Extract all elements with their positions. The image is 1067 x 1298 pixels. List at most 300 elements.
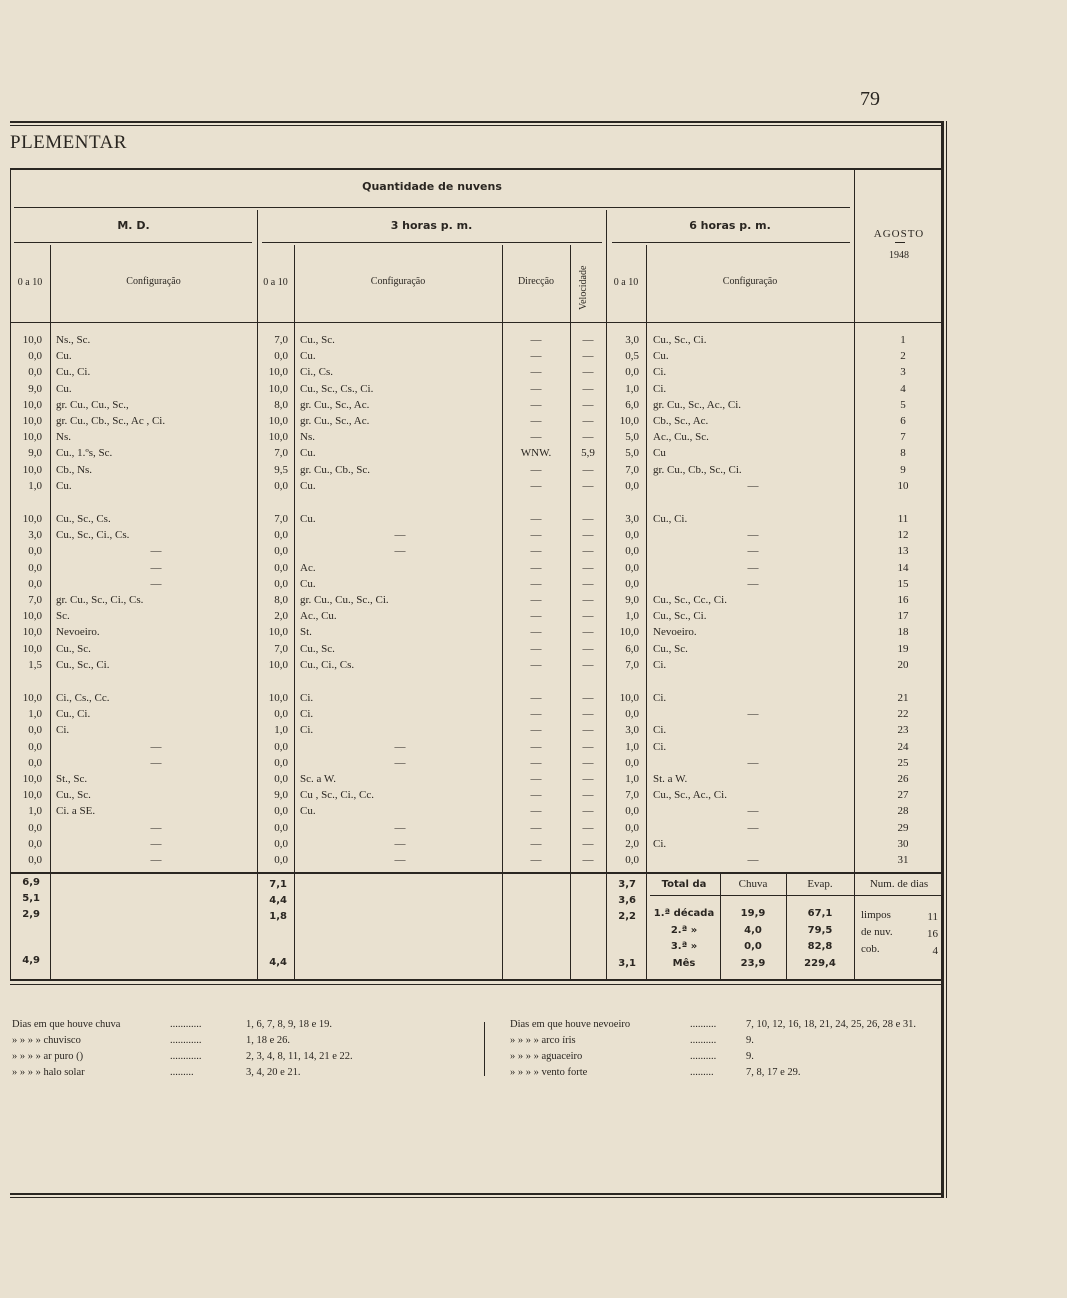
h6-value: 3,0 [625,724,639,737]
h6-config: — [747,561,759,574]
direction: — [530,334,542,346]
day-number: 6 [900,415,906,427]
days-value: 16 [927,928,938,940]
h6-config: Cu. [653,350,669,363]
h3-value: 0,0 [274,821,288,834]
h3-config: Cu., Sc. [300,334,335,346]
h3-config: Cu., Ci., Cs. [300,658,355,671]
footnote-label: » » » » arco íris [510,1035,576,1046]
h6-config: — [747,708,759,721]
h6-config: gr. Cu., Sc., Ac., Ci. [653,398,742,411]
h3-mean-1: 7,1 [269,879,287,890]
h6-value: 10,0 [619,626,639,639]
h3-config: Cu. [300,447,316,460]
footnote-dots: ......... [170,1067,194,1078]
velocity: — [582,740,594,753]
h6-value: 5,0 [625,447,639,460]
velocity: — [582,789,594,802]
md-value: 10,0 [22,463,42,476]
day-number: 2 [900,350,906,363]
h6-config: Ci. [653,366,667,379]
md-value: 9,0 [28,382,42,395]
footnote-label: » » » » halo solar [12,1067,85,1078]
h6-config: Ci. [653,724,667,737]
h6-config: — [747,854,759,866]
md-value: 10,0 [22,642,42,655]
md-config: — [150,545,162,558]
days-label: de nuv. [861,926,893,938]
velocity: — [582,366,594,379]
h6-config: Ci. [653,658,667,671]
totals-label: Mês [672,958,696,969]
md-value: 1,0 [28,805,42,818]
day-number: 29 [897,821,909,834]
md-config: Cu., Sc. [56,642,91,655]
h3-config: — [394,837,406,850]
h3-config: Cu. [300,577,316,590]
days-value: 4 [932,945,938,957]
h3-value: 0,0 [274,577,288,590]
md-config: Cu., Ci. [56,708,91,721]
footnote-label: » » » » vento forte [510,1067,588,1078]
h6-value: 6,0 [625,398,639,411]
footnote-value: 7, 8, 17 e 29. [746,1067,801,1078]
footnote-value: 3, 4, 20 e 21. [246,1067,301,1078]
day-number: 23 [897,724,909,737]
md-config: Cu., Sc., Ci., Cs. [56,529,130,542]
col-md-config: Configuração [126,276,181,287]
totals-evap-header: Evap. [807,878,833,890]
footnote-label: Dias em que houve nevoeiro [510,1019,631,1030]
h6-config: Cu., Sc. [653,642,688,655]
h6-config: — [747,545,759,558]
footnote-value: 7, 10, 12, 16, 18, 21, 24, 25, 26, 28 e 31. [746,1019,917,1030]
footnote-dots: ............ [170,1051,202,1062]
h3-value: 9,0 [274,789,288,802]
direction: — [530,724,542,737]
day-number: 1 [900,334,906,346]
direction: — [530,561,542,574]
day-number: 14 [897,561,909,574]
footnote-label: » » » » chuvisco [12,1035,81,1046]
md-value: 9,0 [28,447,42,460]
direction: — [530,382,542,395]
velocity: — [582,513,594,525]
h6-config: Cu., Ci. [653,513,688,525]
totals-evap: 82,8 [807,941,833,952]
md-mean-3: 2,9 [22,909,40,920]
col-6h-scale: 0 a 10 [613,277,639,288]
h3-value: 10,0 [268,692,288,704]
direction: — [530,594,542,606]
h6-config: — [747,529,759,542]
velocity: — [582,479,594,492]
day-number: 4 [900,382,906,395]
h3-config: Cu., Sc. [300,642,335,655]
totals-label: 2.ª » [670,925,698,936]
group-md: M. D. [117,219,150,232]
h3-config: gr. Cu., Cu., Sc., Ci. [300,594,389,606]
h3-value: 0,0 [274,561,288,574]
h6-value: 3,0 [625,513,639,525]
h3-config: Cu. [300,805,316,818]
h3-value: 10,0 [268,658,288,671]
days-label: cob. [861,943,880,955]
h6-value: 0,0 [625,545,639,558]
totals-chuva: 19,9 [740,908,766,919]
md-config: Cu., Sc., Cs. [56,513,111,525]
velocity: — [582,756,594,769]
direction: — [530,529,542,542]
md-config: Cu., Sc. [56,789,91,802]
direction: — [530,821,542,834]
velocity: — [582,692,594,704]
h6-value: 7,0 [625,463,639,476]
direction: — [530,837,542,850]
h6-value: 0,0 [625,561,639,574]
h6-config: — [747,577,759,590]
velocity: — [582,463,594,476]
h3-value: 0,0 [274,805,288,818]
h6-config: Ci. [653,740,667,753]
velocity: — [582,545,594,558]
velocity: — [582,821,594,834]
h6-config: gr. Cu., Cb., Sc., Ci. [653,463,742,476]
velocity: — [582,854,594,866]
footnote-dots: .......... [690,1019,717,1030]
day-number: 30 [897,837,909,850]
day-number: 13 [897,545,909,558]
direction: — [530,415,542,427]
footnote-dots: ............ [170,1019,202,1030]
h6-value: 7,0 [625,658,639,671]
md-value: 1,0 [28,479,42,492]
md-value: 0,0 [28,821,42,834]
h3-value: 1,0 [274,724,288,737]
h3-mean-2: 4,4 [269,895,287,906]
month-label: AGOSTO [873,228,925,240]
h6-value: 0,5 [625,350,639,363]
md-value: 10,0 [22,626,42,639]
h6-value: 0,0 [625,756,639,769]
day-number: 18 [897,626,909,639]
totals-chuva: 4,0 [744,925,762,936]
md-value: 0,0 [28,724,42,737]
footnote-label: » » » » ar puro () [12,1051,84,1062]
h3-value: 0,0 [274,529,288,542]
velocity: — [582,610,594,623]
direction: — [530,854,542,866]
h3-config: — [394,821,406,834]
page-number: 79 [860,88,880,110]
h6-value: 0,0 [625,805,639,818]
col-6h-config: Configuração [722,276,778,287]
md-config: — [150,837,162,850]
footnote-divider [484,1022,485,1076]
velocity: — [582,805,594,818]
h6-value: 0,0 [625,366,639,379]
md-config: Cu., Ci. [56,366,91,379]
days-label: limpos [861,909,891,921]
h6-config: — [747,479,759,492]
h6-value: 0,0 [625,529,639,542]
h6-config: Cu [653,447,666,460]
h6-config: Cu., Sc., Ci. [653,334,707,346]
md-value: 10,0 [22,513,42,525]
day-number: 7 [900,431,906,444]
md-config: Ci. a SE. [56,805,96,818]
col-md-scale: 0 a 10 [17,277,43,288]
h3-mean-month: 4,4 [269,957,287,968]
md-value: 0,0 [28,740,42,753]
direction: — [530,545,542,558]
md-config: Ci., Cs., Cc. [56,692,110,704]
h6-value: 10,0 [619,692,639,704]
direction: — [530,708,542,721]
h6-config: — [747,756,759,769]
h3-value: 9,5 [274,463,288,476]
days-header: Num. de dias [869,878,929,890]
h6-value: 9,0 [625,594,639,606]
direction: — [530,479,542,492]
direction: — [530,756,542,769]
h3-value: 7,0 [274,642,288,655]
day-number: 25 [897,756,909,769]
md-config: St., Sc. [56,773,88,785]
h3-value: 2,0 [274,610,288,623]
h6-config: — [747,821,759,834]
direction: — [530,773,542,785]
velocity: — [582,626,594,639]
h3-value: 10,0 [268,431,288,444]
md-value: 1,5 [28,658,42,671]
day-number: 22 [897,708,909,721]
direction: — [530,789,542,802]
velocity: — [582,350,594,363]
h6-config: Ci. [653,837,667,850]
day-number: 12 [897,529,909,542]
page-heading: PLEMENTAR [10,132,127,153]
md-value: 0,0 [28,577,42,590]
velocity: — [582,577,594,590]
md-value: 0,0 [28,837,42,850]
h6-value: 0,0 [625,854,639,866]
day-number: 31 [897,854,909,866]
direction: — [530,513,542,525]
velocity: — [582,561,594,574]
velocity: — [582,642,594,655]
velocity: — [582,724,594,737]
h3-config: Ci. [300,724,314,737]
direction: — [530,577,542,590]
velocity: — [582,431,594,444]
h6-value: 0,0 [625,821,639,834]
frame-bottom-rule-2 [10,1197,944,1198]
day-number: 3 [900,366,906,379]
frame-bottom-rule [10,1193,944,1195]
h6-value: 3,0 [625,334,639,346]
velocity: 5,9 [581,447,595,460]
h3-value: 0,0 [274,479,288,492]
direction: — [530,642,542,655]
md-value: 1,0 [28,708,42,721]
footnote-label: Dias em que houve chuva [12,1019,121,1030]
day-number: 28 [897,805,909,818]
day-number: 24 [897,740,909,753]
md-value: 10,0 [22,415,42,427]
h3-value: 0,0 [274,773,288,785]
h3-config: St. [300,626,312,639]
md-config: Sc. [56,610,70,623]
md-value: 0,0 [28,350,42,363]
h3-value: 0,0 [274,837,288,850]
h3-value: 7,0 [274,447,288,460]
h6-value: 10,0 [619,415,639,427]
velocity: — [582,398,594,411]
md-value: 10,0 [22,773,42,785]
direction: — [530,610,542,623]
h3-config: Cu., Sc., Cs., Ci. [300,382,374,395]
day-number: 21 [897,692,909,704]
h3-value: 0,0 [274,740,288,753]
col-3h-scale: 0 a 10 [263,277,288,288]
h3-config: gr. Cu., Sc., Ac. [300,398,370,411]
totals-evap: 79,5 [807,925,833,936]
h6-mean-1: 3,7 [618,879,636,890]
h3-value: 8,0 [274,594,288,606]
frame-top-rule-2 [10,125,944,126]
group-3h: 3 horas p. m. [390,219,473,232]
h3-value: 10,0 [268,366,288,379]
footnote-value: 2, 3, 4, 8, 11, 14, 21 e 22. [246,1051,353,1062]
h3-config: Ns. [300,431,315,444]
totals-label: Total da [661,879,707,890]
totals-label: 1.ª década [653,908,715,919]
velocity: — [582,594,594,606]
frame-top-rule [10,121,944,123]
md-value: 7,0 [28,594,42,606]
h3-config: Ac., Cu. [300,610,337,623]
direction: — [530,658,542,671]
md-config: gr. Cu., Sc., Ci., Cs. [56,594,144,606]
md-config: Ci. [56,724,70,737]
totals-evap: 67,1 [807,908,833,919]
h3-config: gr. Cu., Sc., Ac. [300,415,370,427]
md-value: 0,0 [28,756,42,769]
footnote-dots: ............ [170,1035,202,1046]
md-value: 10,0 [22,334,42,346]
totals-chuva: 23,9 [740,958,766,969]
md-value: 10,0 [22,789,42,802]
h6-config: — [747,805,759,818]
day-number: 27 [897,789,909,802]
md-config: gr. Cu., Cu., Sc., [56,398,129,411]
md-config: Ns. [56,431,71,444]
h6-value: 7,0 [625,789,639,802]
footnote-dots: .......... [690,1051,717,1062]
day-number: 20 [897,658,909,671]
h3-config: Ci. [300,692,314,704]
day-number: 16 [897,594,909,606]
md-config: Cu. [56,479,72,492]
table-title: Quantidade de nuvens [362,180,502,193]
direction: — [530,805,542,818]
velocity: — [582,334,594,346]
md-config: Cu., Sc., Ci. [56,658,110,671]
col-3h-config: Configuração [370,276,426,287]
h3-value: 0,0 [274,756,288,769]
h3-value: 10,0 [268,415,288,427]
day-number: 5 [900,398,906,411]
h6-value: 5,0 [625,431,639,444]
day-number: 17 [897,610,909,623]
h3-config: gr. Cu., Cb., Sc. [300,463,370,476]
day-number: 15 [897,577,909,590]
md-config: Ns., Sc. [56,334,91,346]
h6-config: Ci. [653,382,667,395]
totals-evap: 229,4 [804,958,836,969]
h6-mean-3: 2,2 [618,911,636,922]
day-number: 19 [897,642,909,655]
h6-config: Ci. [653,692,667,704]
h6-value: 1,0 [625,740,639,753]
totals-chuva-header: Chuva [738,878,768,890]
footnote-value: 9. [746,1035,754,1046]
h6-mean-month: 3,1 [618,958,636,969]
h3-value: 7,0 [274,513,288,525]
direction: — [530,692,542,704]
md-config: Cb., Ns. [56,463,93,476]
h6-config: Nevoeiro. [653,626,697,639]
h6-config: Cu., Sc., Cc., Ci. [653,594,727,606]
day-number: 11 [897,513,909,525]
md-config: Nevoeiro. [56,626,100,639]
h3-value: 0,0 [274,545,288,558]
h3-config: Cu , Sc., Ci., Cc. [300,789,374,802]
direction: — [530,463,542,476]
h6-value: 1,0 [625,382,639,395]
md-config: gr. Cu., Cb., Sc., Ac , Ci. [56,415,166,427]
direction: — [530,740,542,753]
direction: — [530,398,542,411]
h6-config: Cu., Sc., Ci. [653,610,707,623]
h6-config: Ac., Cu., Sc. [653,431,709,444]
h6-value: 0,0 [625,708,639,721]
day-number: 26 [897,773,909,785]
md-value: 10,0 [22,431,42,444]
md-mean-1: 6,9 [22,877,40,888]
group-6h: 6 horas p. m. [689,219,771,232]
h6-value: 1,0 [625,773,639,785]
h3-config: — [394,854,406,866]
days-value: 11 [927,911,938,923]
totals-label: 3.ª » [670,941,698,952]
h3-config: — [394,545,406,558]
footnote-dots: ......... [690,1067,714,1078]
md-config: Cu. [56,350,72,363]
velocity: — [582,837,594,850]
h6-config: Cb., Sc., Ac. [653,415,709,427]
h3-config: Sc. a W. [300,773,337,785]
direction: — [530,366,542,379]
h3-config: — [394,756,406,769]
h3-mean-3: 1,8 [269,911,287,922]
md-value: 0,0 [28,545,42,558]
md-config: — [150,577,162,590]
h3-config: Ac. [300,561,316,574]
footnote-value: 1, 18 e 26. [246,1035,291,1046]
h3-config: — [394,740,406,753]
